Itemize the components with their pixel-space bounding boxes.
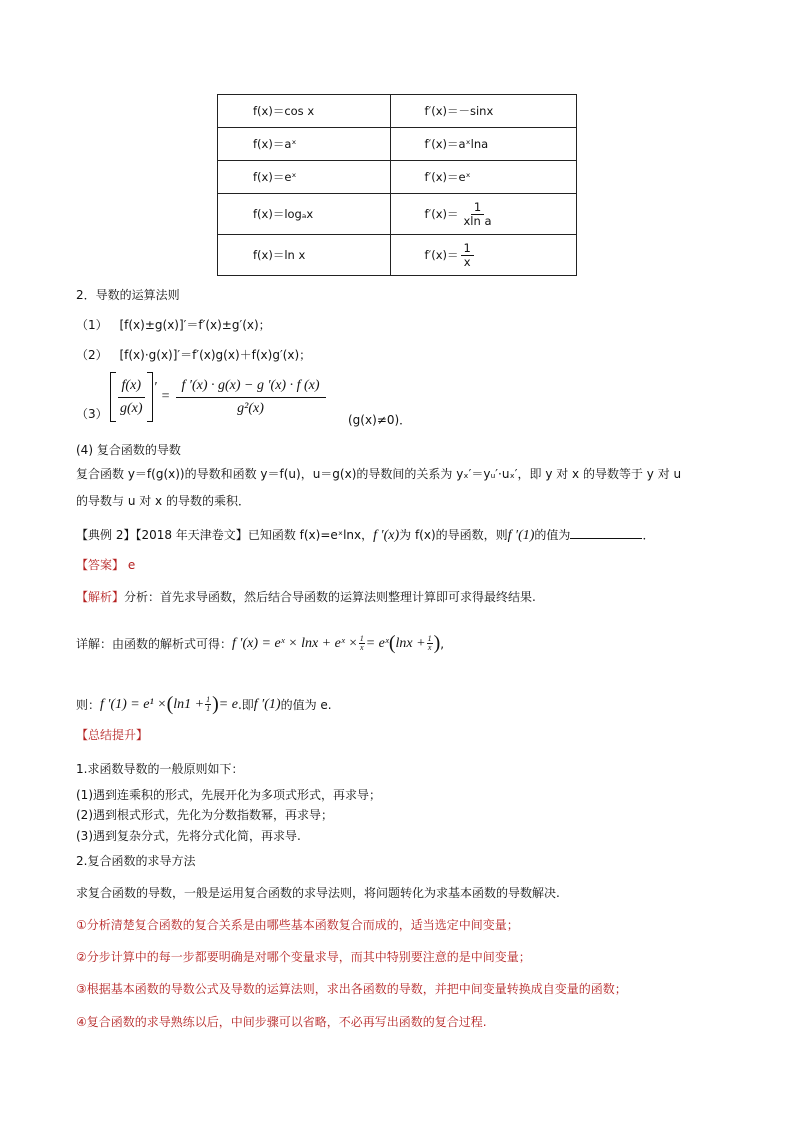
table-row (218, 194, 577, 235)
rule-2 (76, 346, 311, 363)
rule-3 (76, 370, 108, 426)
derivative-table (217, 94, 577, 276)
f1-symbol: f ′(1) (507, 528, 535, 543)
small-fraction: $\frac{1}{x}$ (359, 634, 364, 652)
fraction-numerator: 1 (461, 242, 474, 256)
then-line: 则： f ′(1) = e¹ × ( ln1 + $\frac{1}{1}$ ) = e .即 f ′(1) 的值为 e. (76, 693, 332, 715)
fraction (176, 377, 326, 418)
analysis-text: 分析：首先求导函数，然后结合导函数的运算法则整理计算即可求得最终结果. (124, 590, 536, 604)
table-row (218, 128, 577, 161)
detail-math: lnx + (395, 635, 426, 651)
rule-3-condition: (g(x)≠0)． (348, 413, 412, 427)
list-item: (3)遇到复杂分式，先将分式化简，再求导. (76, 829, 301, 843)
rule-1-formula: [f(x)±g(x)]′＝f′(x)±g′(x)； (119, 318, 271, 332)
answer-value: e (127, 558, 136, 572)
rule-4-label: (4) 复合函数的导数 (76, 443, 181, 457)
rule-4-line2: 的导数与 u 对 x 的导数的乘积． (76, 494, 250, 508)
rules-heading: 2．导数的运算法则 (76, 288, 180, 302)
table-row (218, 161, 577, 194)
detail-label: 详解：由函数的解析式可得： (76, 637, 233, 651)
answer-label: 【答案】 (76, 558, 125, 572)
detail-math: f ′(x) = eˣ × lnx + eˣ × (232, 635, 358, 651)
summary-p2-intro: 求复合函数的导数，一般是运用复合函数的求导法则，将问题转化为求基本函数的导数解决. (76, 886, 560, 900)
list-item: ④复合函数的求导熟练以后，中间步骤可以省略，不必再写出函数的复合过程. (76, 1015, 487, 1029)
example-label: 【典例 2】【2018 年天津卷文】 (76, 528, 248, 542)
detail-math: = eˣ (365, 635, 389, 651)
fraction-denominator: g²(x) (237, 400, 264, 416)
equals-sign: = (161, 389, 170, 404)
example-text-end: ． (642, 528, 655, 542)
then-label: 则： (76, 698, 101, 712)
list-item: ①分析清楚复合函数的复合关系是由哪些基本函数复合而成的，适当选定中间变量； (76, 918, 519, 932)
list-item: ③根据基本函数的导数公式及导数的运算法则，求出各函数的导数，并把中间变量转换成自变量的函数； (76, 982, 627, 996)
fraction (461, 201, 495, 228)
rule-2-formula: [f(x)·g(x)]′＝f′(x)g(x)＋f(x)g′(x)； (119, 348, 312, 362)
then-text: .即 (237, 698, 254, 712)
example-text: 的值为 (534, 528, 571, 542)
rule-3-label: （3） (76, 407, 108, 421)
fraction (116, 377, 147, 418)
small-fraction: $\frac{1}{x}$ (427, 634, 432, 652)
fprime-symbol: f ′(x) (373, 528, 400, 543)
table-cell-fprime: f′(x)＝－sinx (390, 95, 576, 128)
then-math: ln1 + (173, 696, 205, 712)
prime-mark: ′ (154, 380, 158, 395)
analysis-line (76, 588, 536, 605)
fraction-denominator: xln a (463, 213, 492, 228)
analysis-label: 【解析】 (76, 590, 125, 604)
table-cell-f: f(x)＝ln x (218, 235, 391, 276)
list-item: (1)遇到连乘积的形式，先展开化为多项式形式，再求导； (76, 788, 382, 802)
table-cell-f: f(x)＝cos x (218, 95, 391, 128)
list-item: ②分步计算中的每一步都要明确是对哪个变量求导，而其中特别要注意的是中间变量； (76, 950, 531, 964)
list-item: (2)遇到根式形式，先化为分数指数幂，再求导； (76, 808, 333, 822)
then-text: 的值为 e. (280, 698, 332, 712)
fraction (461, 242, 474, 269)
example-text: 已知函数 f(x)=eˣlnx， (247, 528, 374, 542)
example-text: 为 f(x)的导函数，则 (399, 528, 508, 542)
rule-1-label: （1） (76, 318, 108, 332)
fraction-numerator: f ′(x) · g(x) − g ′(x) · f (x) (176, 377, 326, 398)
detail-line: 详解：由函数的解析式可得： f ′(x) = eˣ × lnx + eˣ × $\frac{1}{x}$ = eˣ ( lnx + $\frac{1}{x}$ ) , (76, 632, 445, 654)
table-cell-fprime: f′(x)＝eˣ (390, 161, 576, 194)
fraction-denominator: x (463, 254, 471, 269)
small-fraction: $\frac{1}{1}$ (206, 695, 211, 713)
fraction-numerator: 1 (471, 201, 484, 215)
then-math: f ′(1) = e¹ × (100, 696, 167, 712)
table-cell-f: f(x)＝eˣ (218, 161, 391, 194)
answer-line (76, 556, 135, 573)
summary-p1: 1.求函数导数的一般原则如下： (76, 762, 244, 776)
right-bracket (147, 372, 153, 422)
summary-p2: 2.复合函数的求导方法 (76, 854, 196, 868)
table-row (218, 235, 577, 276)
fraction-numerator: f(x) (118, 377, 145, 398)
table-cell-f: f(x)＝logₐx (218, 194, 391, 235)
answer-blank (570, 538, 642, 539)
rule-1 (76, 316, 271, 333)
table-cell-fprime: f′(x)＝aˣlna (390, 128, 576, 161)
table-row (218, 95, 577, 128)
rule-2-label: （2） (76, 348, 108, 362)
example-question (76, 526, 654, 544)
table-cell-fprime (390, 194, 576, 235)
then-math: = e (218, 696, 238, 712)
fraction-denominator: g(x) (120, 400, 143, 416)
rule-4-line1: 复合函数 y＝f(g(x))的导数和函数 y＝f(u)，u＝g(x)的导数间的关系为 yₓ′＝yᵤ′·uₓ′，即 y 对 x 的导数等于 y 对 u (76, 467, 682, 481)
table-cell-fprime (390, 235, 576, 276)
rule-3-formula (110, 372, 326, 422)
fprime-prefix: f′(x)＝ (424, 247, 459, 262)
then-math: f ′(1) (253, 696, 281, 712)
summary-label: 【总结提升】 (76, 728, 149, 742)
table-cell-f: f(x)＝aˣ (218, 128, 391, 161)
fprime-prefix: f′(x)＝ (424, 206, 459, 221)
